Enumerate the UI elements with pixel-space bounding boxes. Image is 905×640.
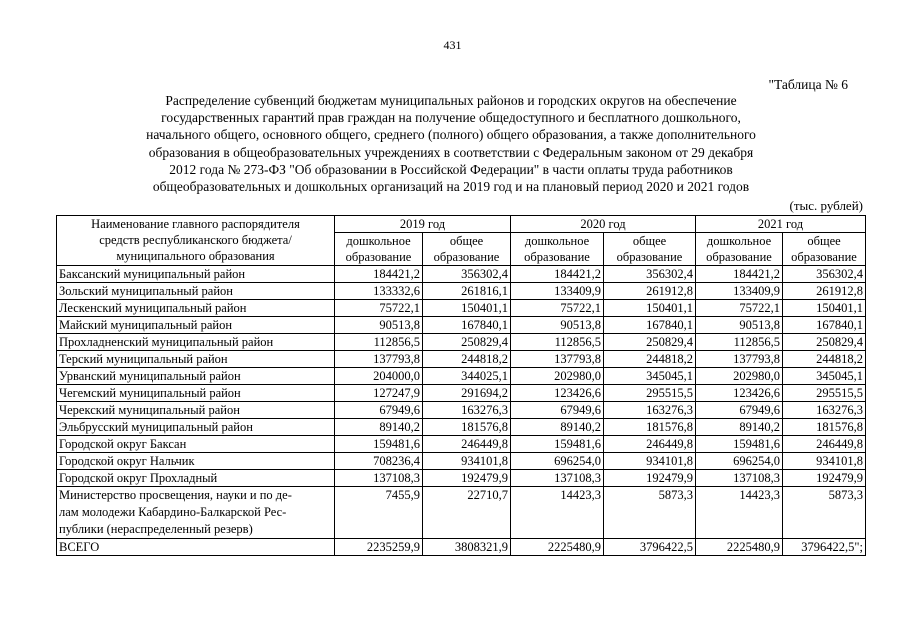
cell-value: 250829,4 bbox=[423, 334, 511, 351]
cell-value: 295515,5 bbox=[604, 385, 696, 402]
row-name: Урванский муниципальный район bbox=[57, 368, 335, 385]
row-name: Баксанский муниципальный район bbox=[57, 266, 335, 283]
cell-value: 192479,9 bbox=[783, 470, 866, 487]
cell-value: 261816,1 bbox=[423, 283, 511, 300]
cell-value: 696254,0 bbox=[696, 453, 783, 470]
cell-value: 181576,8 bbox=[783, 419, 866, 436]
cell-value: 181576,8 bbox=[604, 419, 696, 436]
cell-value: 202980,0 bbox=[511, 368, 604, 385]
cell-value: 2225480,9 bbox=[511, 539, 604, 556]
cell-value: 167840,1 bbox=[604, 317, 696, 334]
title-line: начального общего, основного общего, среднего (полного) общего образования, а также дополнительного bbox=[146, 127, 756, 143]
cell-value: 67949,6 bbox=[335, 402, 423, 419]
subheader-preschool: дошкольное образование bbox=[696, 233, 783, 266]
cell-value: 2225480,9 bbox=[696, 539, 783, 556]
table-row bbox=[57, 317, 866, 334]
table-row-ministry bbox=[57, 487, 866, 539]
title-line: 2012 года № 273-ФЗ "Об образовании в Российской Федерации" в части оплаты труда работников bbox=[169, 161, 733, 177]
cell-value: 244818,2 bbox=[604, 351, 696, 368]
cell-value: 137793,8 bbox=[696, 351, 783, 368]
cell-value: 137793,8 bbox=[511, 351, 604, 368]
units-label: (тыс. рублей) bbox=[789, 198, 863, 213]
cell-value: 934101,8 bbox=[783, 453, 866, 470]
cell-value: 123426,6 bbox=[696, 385, 783, 402]
cell-value: 90513,8 bbox=[511, 317, 604, 334]
subheader-general: общее образование bbox=[783, 233, 866, 266]
cell-value: 184421,2 bbox=[696, 266, 783, 283]
cell-value: 204000,0 bbox=[335, 368, 423, 385]
table-row bbox=[57, 351, 866, 368]
cell-value: 137793,8 bbox=[335, 351, 423, 368]
subheader-preschool: дошкольное образование bbox=[511, 233, 604, 266]
cell-value: 167840,1 bbox=[423, 317, 511, 334]
cell-value: 246449,8 bbox=[783, 436, 866, 453]
cell-value: 90513,8 bbox=[696, 317, 783, 334]
cell-value: 163276,3 bbox=[423, 402, 511, 419]
title-line: Распределение субвенций бюджетам муниципальных районов и городских округов на обеспечение bbox=[165, 93, 737, 108]
cell-value: 112856,5 bbox=[696, 334, 783, 351]
cell-value: 75722,1 bbox=[696, 300, 783, 317]
cell-value: 22710,7 bbox=[423, 487, 511, 539]
cell-value: 246449,8 bbox=[423, 436, 511, 453]
cell-value: 3796422,5"; bbox=[783, 539, 866, 556]
cell-value: 159481,6 bbox=[335, 436, 423, 453]
cell-value: 345045,1 bbox=[604, 368, 696, 385]
cell-value: 250829,4 bbox=[604, 334, 696, 351]
row-name: Прохладненский муниципальный район bbox=[57, 334, 335, 351]
cell-value: 75722,1 bbox=[335, 300, 423, 317]
cell-value: 934101,8 bbox=[604, 453, 696, 470]
cell-value: 159481,6 bbox=[696, 436, 783, 453]
cell-value: 246449,8 bbox=[604, 436, 696, 453]
cell-value: 75722,1 bbox=[511, 300, 604, 317]
cell-value: 133409,9 bbox=[511, 283, 604, 300]
cell-value: 123426,6 bbox=[511, 385, 604, 402]
cell-value: 112856,5 bbox=[511, 334, 604, 351]
cell-value: 261912,8 bbox=[783, 283, 866, 300]
row-name: Чегемский муниципальный район bbox=[57, 385, 335, 402]
table-row bbox=[57, 453, 866, 470]
row-name: Лескенский муниципальный район bbox=[57, 300, 335, 317]
cell-value: 89140,2 bbox=[696, 419, 783, 436]
cell-value: 137108,3 bbox=[511, 470, 604, 487]
table-row bbox=[57, 385, 866, 402]
cell-value: 127247,9 bbox=[335, 385, 423, 402]
subheader-general: общее образование bbox=[423, 233, 511, 266]
cell-value: 7455,9 bbox=[335, 487, 423, 539]
row-name: ВСЕГО bbox=[57, 539, 335, 556]
row-name: Городской округ Нальчик bbox=[57, 453, 335, 470]
cell-value: 90513,8 bbox=[335, 317, 423, 334]
cell-value: 295515,5 bbox=[783, 385, 866, 402]
cell-value: 244818,2 bbox=[783, 351, 866, 368]
cell-value: 5873,3 bbox=[604, 487, 696, 539]
cell-value: 14423,3 bbox=[696, 487, 783, 539]
cell-value: 67949,6 bbox=[696, 402, 783, 419]
cell-value: 184421,2 bbox=[335, 266, 423, 283]
cell-value: 150401,1 bbox=[423, 300, 511, 317]
table-row bbox=[57, 402, 866, 419]
cell-value: 250829,4 bbox=[783, 334, 866, 351]
cell-value: 167840,1 bbox=[783, 317, 866, 334]
cell-value: 2235259,9 bbox=[335, 539, 423, 556]
cell-value: 89140,2 bbox=[511, 419, 604, 436]
table-row bbox=[57, 470, 866, 487]
subheader-preschool: дошкольное образование bbox=[335, 233, 423, 266]
cell-value: 244818,2 bbox=[423, 351, 511, 368]
table-row bbox=[57, 300, 866, 317]
table-row bbox=[57, 283, 866, 300]
cell-value: 150401,1 bbox=[604, 300, 696, 317]
cell-value: 708236,4 bbox=[335, 453, 423, 470]
cell-value: 181576,8 bbox=[423, 419, 511, 436]
cell-value: 163276,3 bbox=[783, 402, 866, 419]
year-header-2021: 2021 год bbox=[696, 216, 866, 233]
cell-value: 14423,3 bbox=[511, 487, 604, 539]
cell-value: 137108,3 bbox=[335, 470, 423, 487]
cell-value: 133409,9 bbox=[696, 283, 783, 300]
cell-value: 184421,2 bbox=[511, 266, 604, 283]
row-name: Министерство просвещения, науки и по де- лам молодежи Кабардино-Балкарской Рес- публики (нераспределенный резерв) bbox=[57, 487, 335, 539]
title-line: образования в общеобразовательных учреждениях в соответствии с Федеральным законом от 29 декабря bbox=[148, 144, 754, 160]
cell-value: 356302,4 bbox=[783, 266, 866, 283]
name-column-header: Наименование главного распорядителя средств республиканского бюджета/ муниципального образования bbox=[57, 216, 335, 266]
row-name: Терский муниципальный район bbox=[57, 351, 335, 368]
cell-value: 202980,0 bbox=[696, 368, 783, 385]
year-header-2019: 2019 год bbox=[335, 216, 511, 233]
cell-value: 356302,4 bbox=[604, 266, 696, 283]
row-name: Городской округ Баксан bbox=[57, 436, 335, 453]
cell-value: 163276,3 bbox=[604, 402, 696, 419]
row-name: Эльбрусский муниципальный район bbox=[57, 419, 335, 436]
budget-table bbox=[56, 215, 866, 556]
cell-value: 67949,6 bbox=[511, 402, 604, 419]
cell-value: 5873,3 bbox=[783, 487, 866, 539]
cell-value: 934101,8 bbox=[423, 453, 511, 470]
cell-value: 356302,4 bbox=[423, 266, 511, 283]
table-row bbox=[57, 266, 866, 283]
cell-value: 345045,1 bbox=[783, 368, 866, 385]
cell-value: 291694,2 bbox=[423, 385, 511, 402]
cell-value: 150401,1 bbox=[783, 300, 866, 317]
row-name: Черекский муниципальный район bbox=[57, 402, 335, 419]
table-row bbox=[57, 436, 866, 453]
cell-value: 344025,1 bbox=[423, 368, 511, 385]
table-row-total bbox=[57, 539, 866, 556]
cell-value: 192479,9 bbox=[604, 470, 696, 487]
cell-value: 3808321,9 bbox=[423, 539, 511, 556]
subheader-general: общее образование bbox=[604, 233, 696, 266]
cell-value: 261912,8 bbox=[604, 283, 696, 300]
cell-value: 3796422,5 bbox=[604, 539, 696, 556]
table-row bbox=[57, 368, 866, 385]
cell-value: 133332,6 bbox=[335, 283, 423, 300]
year-header-2020: 2020 год bbox=[511, 216, 696, 233]
table-label: "Таблица № 6 bbox=[768, 77, 848, 92]
document-title bbox=[100, 92, 802, 195]
cell-value: 137108,3 bbox=[696, 470, 783, 487]
cell-value: 159481,6 bbox=[511, 436, 604, 453]
row-name: Майский муниципальный район bbox=[57, 317, 335, 334]
title-line: государственных гарантий прав граждан на получение общедоступного и бесплатного дошкольного, bbox=[161, 110, 741, 126]
cell-value: 112856,5 bbox=[335, 334, 423, 351]
row-name: Городской округ Прохладный bbox=[57, 470, 335, 487]
row-name: Зольский муниципальный район bbox=[57, 283, 335, 300]
cell-value: 89140,2 bbox=[335, 419, 423, 436]
cell-value: 192479,9 bbox=[423, 470, 511, 487]
cell-value: 696254,0 bbox=[511, 453, 604, 470]
table-row bbox=[57, 419, 866, 436]
title-line: общеобразовательных и дошкольных организаций на 2019 год и на плановый период 2020 и 2021 годов bbox=[152, 179, 750, 195]
table-row bbox=[57, 334, 866, 351]
page-number: 431 bbox=[443, 38, 462, 52]
